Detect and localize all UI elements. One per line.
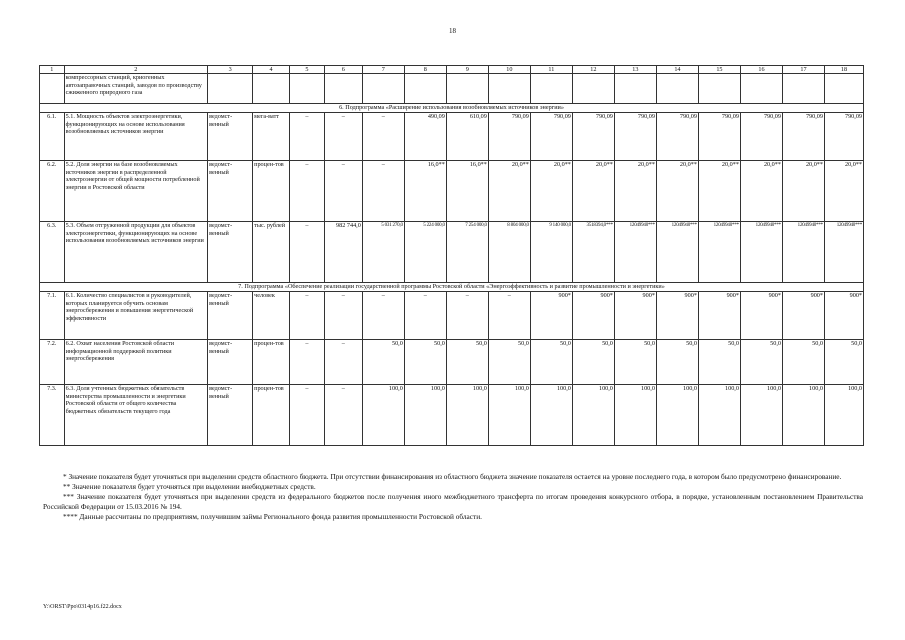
column-header: 2 — [64, 66, 207, 74]
value-cell: 8 804 000,0 — [488, 222, 530, 283]
indicator-name: 5.2. Доля энергии на базе возобновляемых источников энергии в распределенной электроэнергии от общей мощности потребленной энергии в Ростовской области — [64, 161, 207, 222]
value-cell: 790,09 — [614, 113, 656, 161]
value-cell: – — [324, 292, 362, 340]
indicator-name: 6.2. Охват населения Ростовской области информационной поддержкой политики энергосбережения — [64, 340, 207, 385]
column-header: 3 — [208, 66, 253, 74]
value-cell: 20,0** — [488, 161, 530, 222]
subprogram-6-row — [40, 104, 864, 113]
value-cell: 20,0** — [740, 161, 782, 222]
table-row — [40, 113, 864, 161]
table-row — [40, 161, 864, 222]
value-cell: 900* — [656, 292, 698, 340]
value-cell: – — [324, 385, 362, 446]
value-cell: 790,09 — [782, 113, 824, 161]
data-source: ведомст-венный — [208, 385, 253, 446]
value-cell: 12049940*** — [614, 222, 656, 283]
row-number: 6.1. — [40, 113, 65, 161]
indicator-name: 6.3. Доля учтенных бюджетных обязательств министерства промышленности и энергетики Ростовской области от общего количества бюджетных обязательств текущего года — [64, 385, 207, 446]
value-cell: 100,0 — [362, 385, 404, 446]
data-source: ведомст-венный — [208, 161, 253, 222]
value-cell: 100,0 — [698, 385, 740, 446]
value-cell: 50,0 — [614, 340, 656, 385]
data-source: ведомст-венный — [208, 222, 253, 283]
column-header: 18 — [824, 66, 863, 74]
value-cell: 16,0** — [446, 161, 488, 222]
value-cell: – — [324, 340, 362, 385]
column-header: 15 — [698, 66, 740, 74]
value-cell: 12049940*** — [656, 222, 698, 283]
value-cell: 100,0 — [614, 385, 656, 446]
indicator-name: компрессорных станций, криогенных автозаправочных станций, заводов по производству сжиженного природного газа — [64, 74, 207, 104]
continuation-row — [40, 74, 864, 104]
column-header: 14 — [656, 66, 698, 74]
value-cell: 610,09 — [446, 113, 488, 161]
unit: процен-тов — [253, 340, 290, 385]
value-cell: 900* — [824, 292, 863, 340]
unit: процен-тов — [253, 161, 290, 222]
value-cell: – — [290, 113, 325, 161]
value-cell: 100,0 — [404, 385, 446, 446]
data-source: ведомст-венный — [208, 292, 253, 340]
value-cell: 100,0 — [530, 385, 572, 446]
value-cell: 100,0 — [488, 385, 530, 446]
value-cell: 790,09 — [656, 113, 698, 161]
value-cell: 20,0** — [614, 161, 656, 222]
value-cell: 20,0** — [656, 161, 698, 222]
column-header: 4 — [253, 66, 290, 74]
unit: тыс. рублей — [253, 222, 290, 283]
value-cell: 20,0** — [698, 161, 740, 222]
row-number: 7.3. — [40, 385, 65, 446]
value-cell: – — [446, 292, 488, 340]
value-cell: 790,09 — [530, 113, 572, 161]
file-path: Y:\ORST\Ppo\0314p16.f22.docx — [43, 604, 122, 610]
value-cell: – — [290, 340, 325, 385]
value-cell: 100,0 — [572, 385, 614, 446]
value-cell: 5 031 270,0 — [362, 222, 404, 283]
footnotes — [43, 472, 863, 522]
row-number: 7.1. — [40, 292, 65, 340]
value-cell: 50,0 — [446, 340, 488, 385]
value-cell: 50,0 — [362, 340, 404, 385]
value-cell: 3518394,0*** — [572, 222, 614, 283]
row-number: 7.2. — [40, 340, 65, 385]
value-cell: 7 254 000,0 — [446, 222, 488, 283]
value-cell: – — [290, 222, 325, 283]
value-cell: – — [290, 161, 325, 222]
column-header: 13 — [614, 66, 656, 74]
value-cell: – — [324, 161, 362, 222]
value-cell: 20,0** — [824, 161, 863, 222]
column-header: 7 — [362, 66, 404, 74]
value-cell: 16,0** — [404, 161, 446, 222]
value-cell: 790,09 — [572, 113, 614, 161]
table-row — [40, 340, 864, 385]
value-cell: 100,0 — [740, 385, 782, 446]
value-cell: 900* — [740, 292, 782, 340]
subprogram-title: 6. Подпрограмма «Расширение использования возобновляемых источников энергии» — [40, 104, 864, 113]
subprogram-7-row — [40, 283, 864, 292]
page-number: 18 — [449, 27, 456, 35]
footnote-3: *** Значение показателя будет уточняться при выделении средств из федерального бюджетов после получения иного межбюджетного трансферта по итогам проведения конкурсного отбора, в порядке, установленным постановлением Правительства Российской Федерации от 15.03.2016 № 194. — [43, 492, 863, 511]
value-cell: 50,0 — [530, 340, 572, 385]
value-cell: 20,0** — [530, 161, 572, 222]
column-header: 5 — [290, 66, 325, 74]
table-row — [40, 385, 864, 446]
value-cell: 790,09 — [698, 113, 740, 161]
data-source: ведомст-венный — [208, 340, 253, 385]
value-cell: – — [324, 113, 362, 161]
value-cell: 50,0 — [740, 340, 782, 385]
value-cell: 100,0 — [446, 385, 488, 446]
indicator-name: 5.1. Мощность объектов электроэнергетики, функционирующих на основе использования возобновляемых источников энергии — [64, 113, 207, 161]
unit: процен-тов — [253, 385, 290, 446]
value-cell: 12049940*** — [740, 222, 782, 283]
subprogram-title: 7. Подпрограмма «Обеспечение реализации государственной программы Ростовской области «Энергоэффективность и развитие промышленности и энергетики» — [40, 283, 864, 292]
value-cell: – — [290, 292, 325, 340]
value-cell: 982 744,0 — [324, 222, 362, 283]
column-header: 6 — [324, 66, 362, 74]
footnote-4: **** Данные рассчитаны по предприятиям, получившим займы Регионального фонда развития промышленности Ростовской области. — [63, 512, 482, 521]
value-cell: 900* — [530, 292, 572, 340]
value-cell: 50,0 — [698, 340, 740, 385]
table-row — [40, 222, 864, 283]
value-cell: 50,0 — [572, 340, 614, 385]
value-cell: 900* — [572, 292, 614, 340]
value-cell: 900* — [782, 292, 824, 340]
column-header: 17 — [782, 66, 824, 74]
value-cell: 12049940*** — [824, 222, 863, 283]
indicator-name: 5.3. Объем отгруженной продукции для объектов электроэнергетики, функционирующих на основе использования возобновляемых источников энергии — [64, 222, 207, 283]
column-header: 12 — [572, 66, 614, 74]
value-cell: 5 224 000,0 — [404, 222, 446, 283]
value-cell: 790,09 — [824, 113, 863, 161]
value-cell: 20,0** — [782, 161, 824, 222]
value-cell: 900* — [614, 292, 656, 340]
header-row — [40, 66, 864, 74]
value-cell: 790,09 — [488, 113, 530, 161]
value-cell: – — [404, 292, 446, 340]
value-cell: 490,09 — [404, 113, 446, 161]
row-number: 6.3. — [40, 222, 65, 283]
value-cell: 9 140 000,0 — [530, 222, 572, 283]
value-cell: 100,0 — [782, 385, 824, 446]
value-cell: 790,09 — [740, 113, 782, 161]
value-cell: 50,0 — [404, 340, 446, 385]
table-row — [40, 292, 864, 340]
value-cell: 100,0 — [656, 385, 698, 446]
column-header: 10 — [488, 66, 530, 74]
value-cell: 50,0 — [824, 340, 863, 385]
value-cell: 50,0 — [782, 340, 824, 385]
footnote-1: * Значение показателя будет уточняться при выделении средств областного бюджета. При отсутствии финансирования из областного бюджета значение показателя остается на уровне последнего года, в котором было предусмотрено финансирование. — [63, 472, 842, 481]
value-cell: – — [488, 292, 530, 340]
value-cell: 900* — [698, 292, 740, 340]
value-cell: 100,0 — [824, 385, 863, 446]
value-cell: 12049940*** — [698, 222, 740, 283]
value-cell: – — [362, 161, 404, 222]
value-cell: 50,0 — [656, 340, 698, 385]
column-header: 9 — [446, 66, 488, 74]
column-header: 8 — [404, 66, 446, 74]
value-cell: 20,0** — [572, 161, 614, 222]
column-header: 11 — [530, 66, 572, 74]
value-cell: – — [362, 292, 404, 340]
value-cell: – — [362, 113, 404, 161]
indicators-table — [39, 65, 864, 446]
column-header: 16 — [740, 66, 782, 74]
data-source: ведомст-венный — [208, 113, 253, 161]
indicator-name: 6.1. Количество специалистов и руководителей, которых планируется обучить основам энергосбережения и повышения энергетической эффективности — [64, 292, 207, 340]
unit: мега-ватт — [253, 113, 290, 161]
row-number: 6.2. — [40, 161, 65, 222]
footnote-2: ** Значение показателя будет уточняться при выделении внебюджетных средств. — [63, 482, 316, 491]
value-cell: 50,0 — [488, 340, 530, 385]
unit: человек — [253, 292, 290, 340]
column-header: 1 — [40, 66, 65, 74]
value-cell: 12049940*** — [782, 222, 824, 283]
value-cell: – — [290, 385, 325, 446]
